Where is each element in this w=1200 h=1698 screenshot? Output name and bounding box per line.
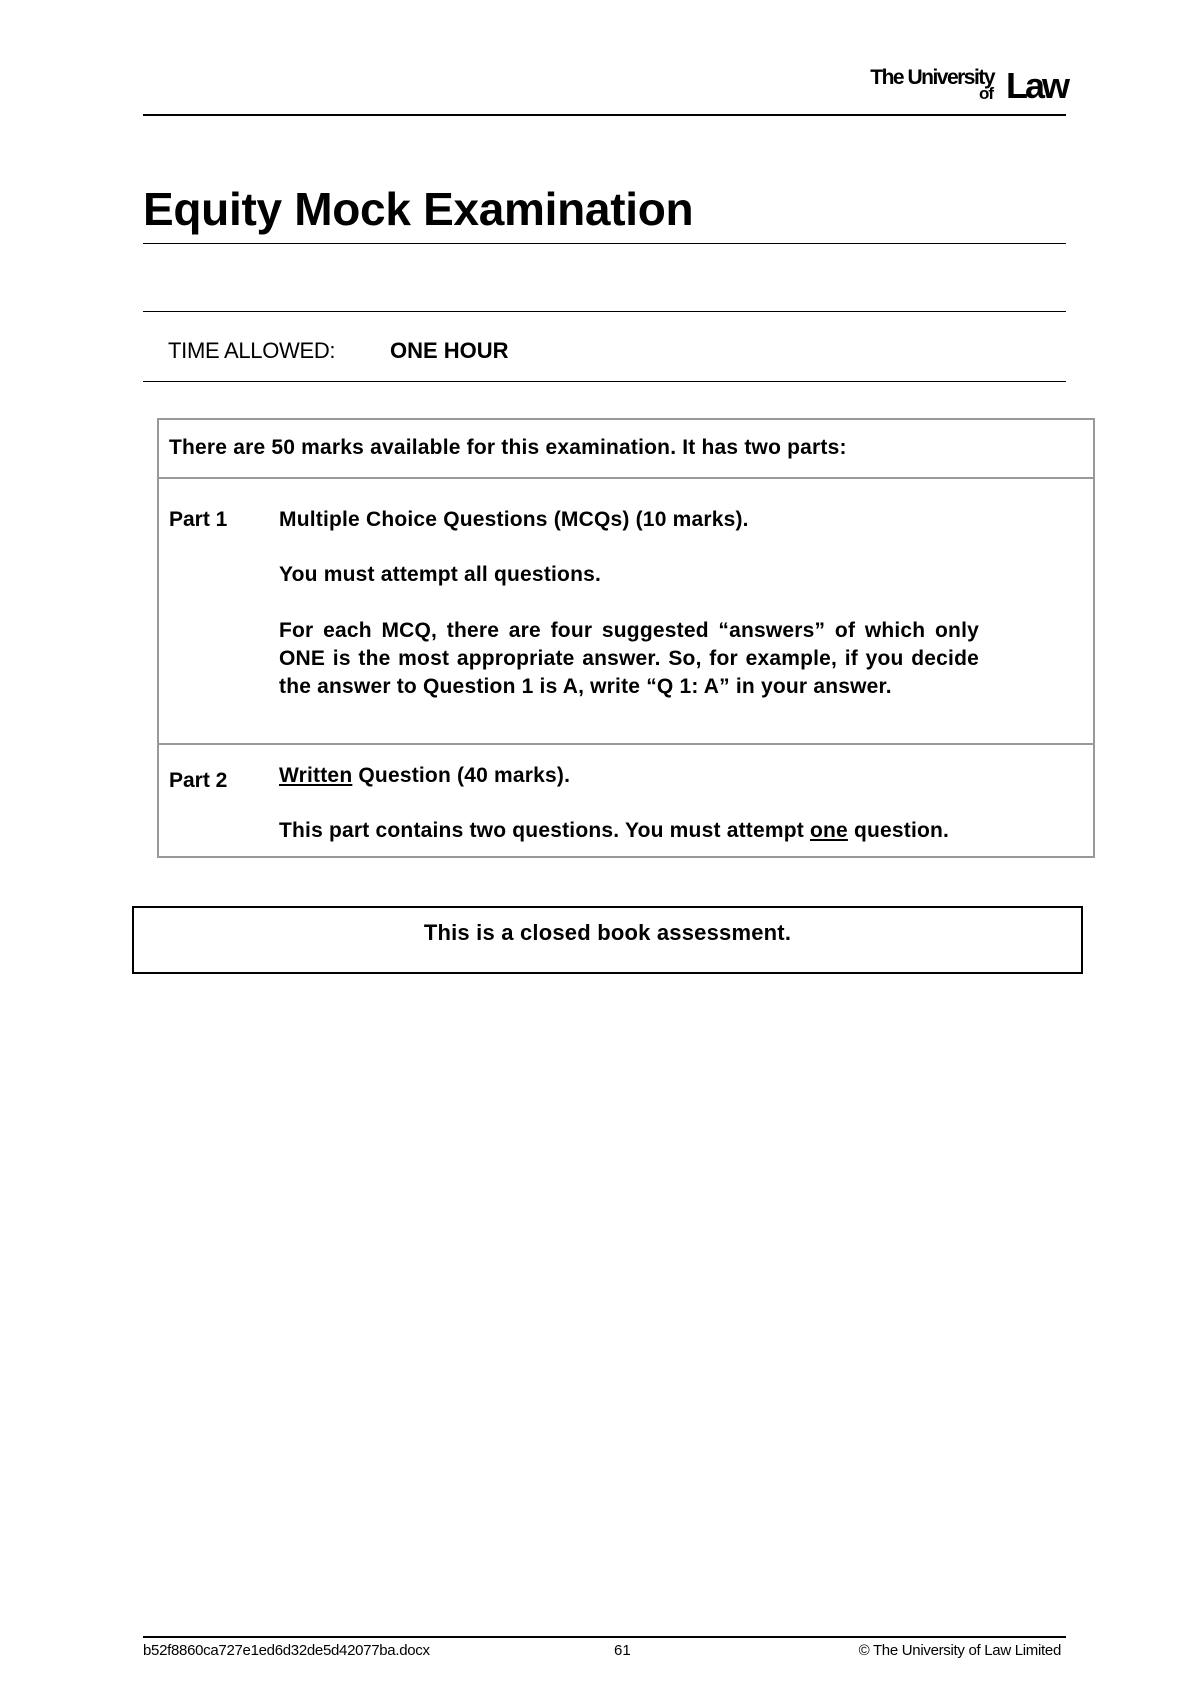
part1-label: Part 1 — [169, 508, 228, 531]
part2-label: Part 2 — [169, 769, 228, 792]
university-logo — [847, 64, 1067, 108]
time-allowed-row — [168, 338, 509, 364]
logo-law: Law — [1005, 65, 1067, 106]
part2-instruction — [279, 817, 1079, 845]
part1-heading: Multiple Choice Questions (MCQs) (10 marks). — [279, 508, 749, 531]
part1-instruction: You must attempt all questions. — [279, 563, 602, 586]
part2-instruction-before: This part contains two questions. You must attempt — [279, 819, 810, 842]
closed-book-notice — [132, 906, 1083, 974]
footer-filename: b52f8860ca727e1ed6d32de5d42077ba.docx — [143, 1642, 430, 1659]
footer-page-number: 61 — [614, 1642, 631, 1659]
closed-book-text: This is a closed book assessment. — [423, 920, 792, 945]
time-allowed-label: TIME ALLOWED: — [168, 338, 336, 363]
part2-heading-rest: Question (40 marks). — [352, 764, 571, 787]
exam-intro: There are 50 marks available for this examination. It has two parts: — [169, 436, 847, 459]
time-divider-top — [143, 311, 1066, 312]
info-divider-2 — [159, 743, 1093, 745]
page-title: Equity Mock Examination — [143, 183, 694, 235]
title-divider — [143, 243, 1066, 244]
part2-heading-underlined: Written — [279, 764, 353, 787]
part2-heading — [279, 762, 979, 790]
part1-explanation: For each MCQ, there are four suggested “answers” of which only ONE is the most appropriate answer. So, for example, if you decide the answer to Question 1 is A, write “Q 1: A” in your answer. — [279, 619, 979, 698]
part2-instruction-underlined: one — [809, 819, 848, 842]
info-divider-1 — [159, 477, 1093, 479]
time-divider-bottom — [143, 381, 1066, 382]
footer-copyright: © The University of Law Limited — [858, 1642, 1061, 1659]
logo-of: of — [978, 84, 993, 103]
footer-divider — [143, 1636, 1066, 1638]
header-divider — [143, 114, 1066, 116]
logo-line1: The University — [870, 66, 994, 89]
time-allowed-value: ONE HOUR — [390, 338, 509, 363]
exam-info-box — [157, 418, 1095, 858]
part2-instruction-after: question. — [847, 819, 950, 842]
